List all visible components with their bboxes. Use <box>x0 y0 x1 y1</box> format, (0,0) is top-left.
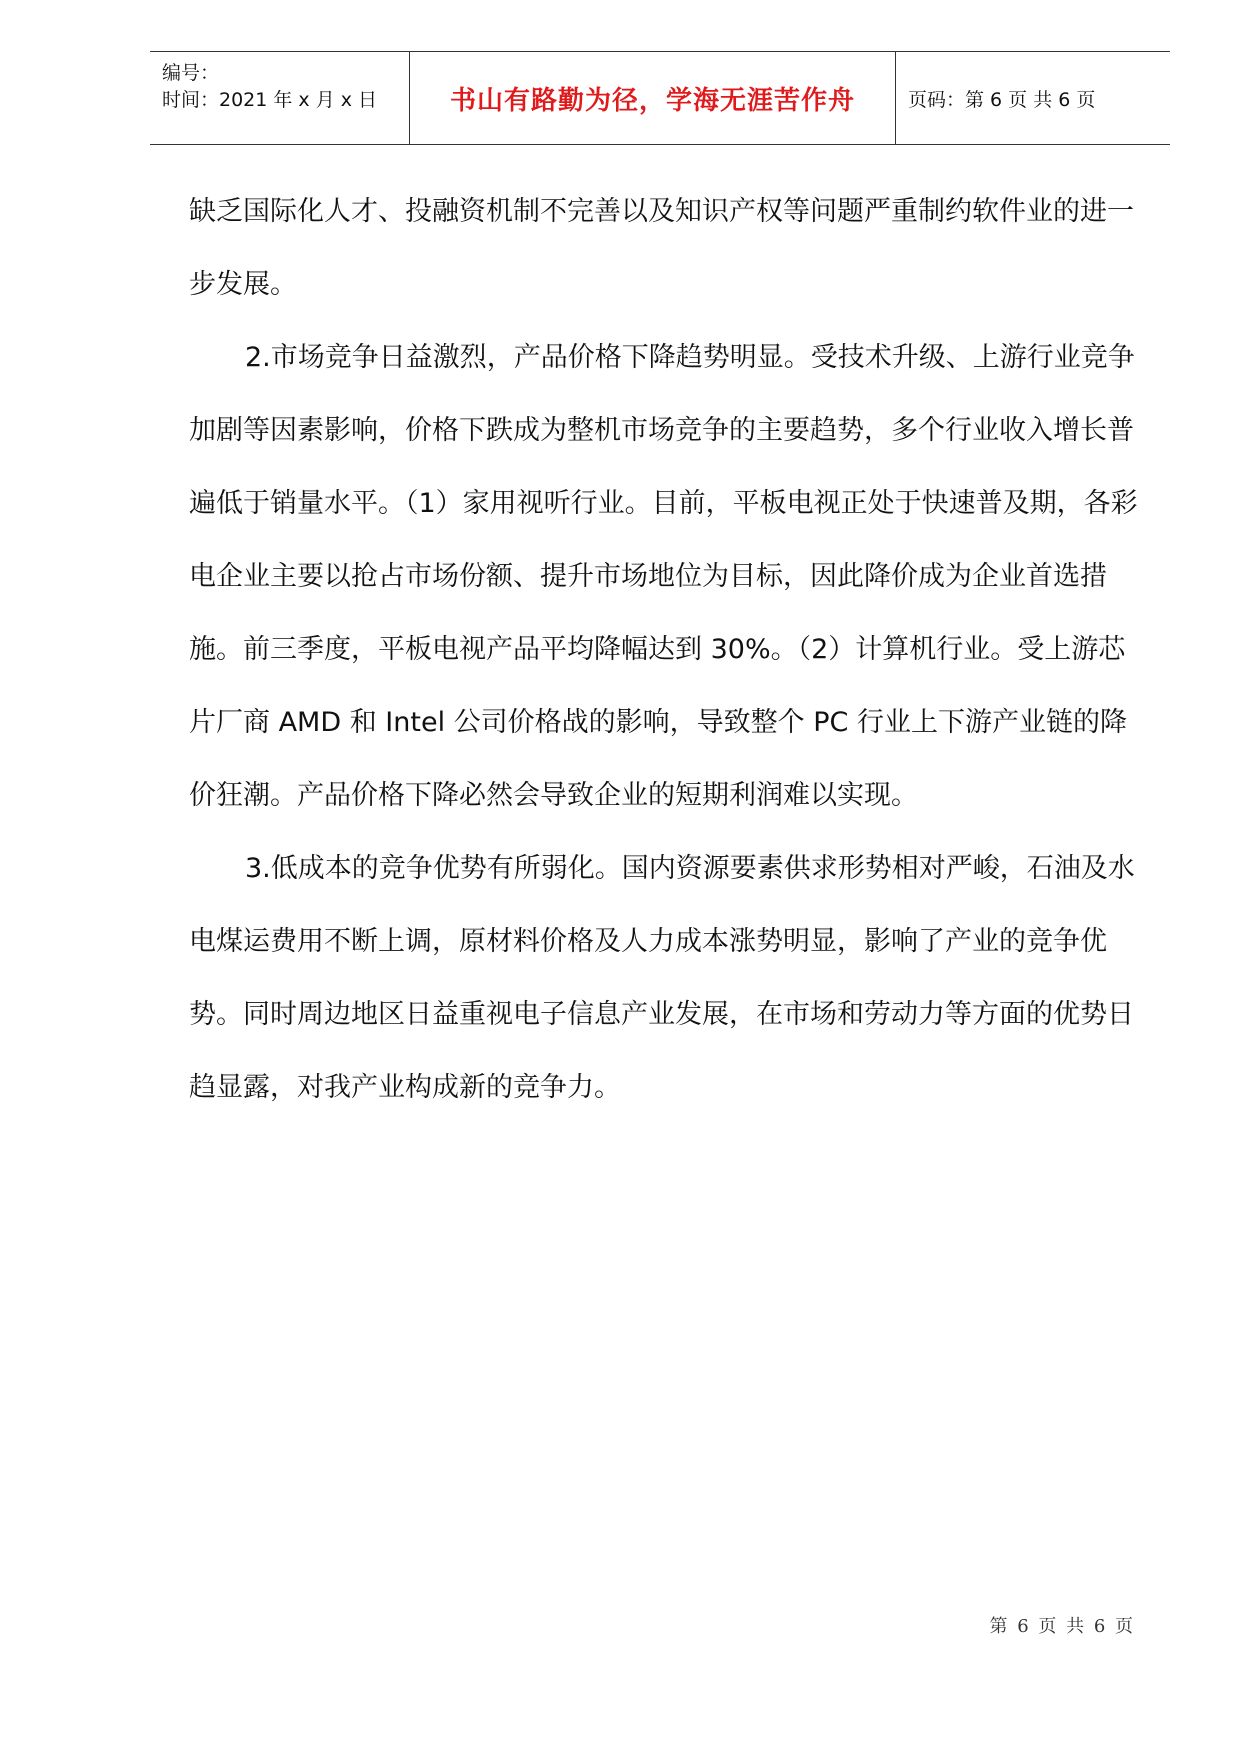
page-info-cell <box>896 52 1170 144</box>
paragraph-cost-advantage: 3.低成本的竞争优势有所弱化。国内资源要素供求形势相对严峻，石油及水电煤运费用不断上调，原材料价格及人力成本涨势明显，影响了产业的竞争优势。同时周边地区日益重视电子信息产业发展，在市场和劳动力等方面的优势日趋显露，对我产业构成新的竞争力。 <box>189 853 1135 1103</box>
header-meta-cell <box>150 52 410 144</box>
document-header <box>150 51 1170 145</box>
code-label: 编号： <box>162 62 220 84</box>
footer-page-number: 第 6 页 共 6 页 <box>989 1616 1135 1637</box>
page-footer <box>989 1612 1135 1638</box>
paragraph-continuation: 缺乏国际化人才、投融资机制不完善以及知识产权等问题严重制约软件业的进一步发展。 <box>189 196 1134 300</box>
page-info-text: 页码：第 6 页 共 6 页 <box>908 88 1096 111</box>
motto-text: 书山有路勤为径，学海无涯苦作舟 <box>449 85 855 116</box>
date-label: 时间：2021 年 x 月 x 日 <box>162 89 378 111</box>
paragraph-market-competition: 2.市场竞争日益激烈，产品价格下降趋势明显。受技术升级、上游行业竞争加剧等因素影响，价格下跌成为整机市场竞争的主要趋势，多个行业收入增长普遍低于销量水平。（1）家用视听行业。目前，平板电视正处于快速普及期，各彩电企业主要以抢占市场份额、提升市场地位为目标，因此降价成为企业首选措施。前三季度，平板电视产品平均降幅达到 30%。（2）计算机行业。受上游芯片厂商 AMD 和 Intel 公司价格战的影响，导致整个 PC 行业上下游产业链的降价狂潮。产品价格下降必然会导致企业的短期利润难以实现。 <box>189 342 1138 811</box>
document-body <box>189 175 1139 1124</box>
motto-cell <box>410 52 896 144</box>
